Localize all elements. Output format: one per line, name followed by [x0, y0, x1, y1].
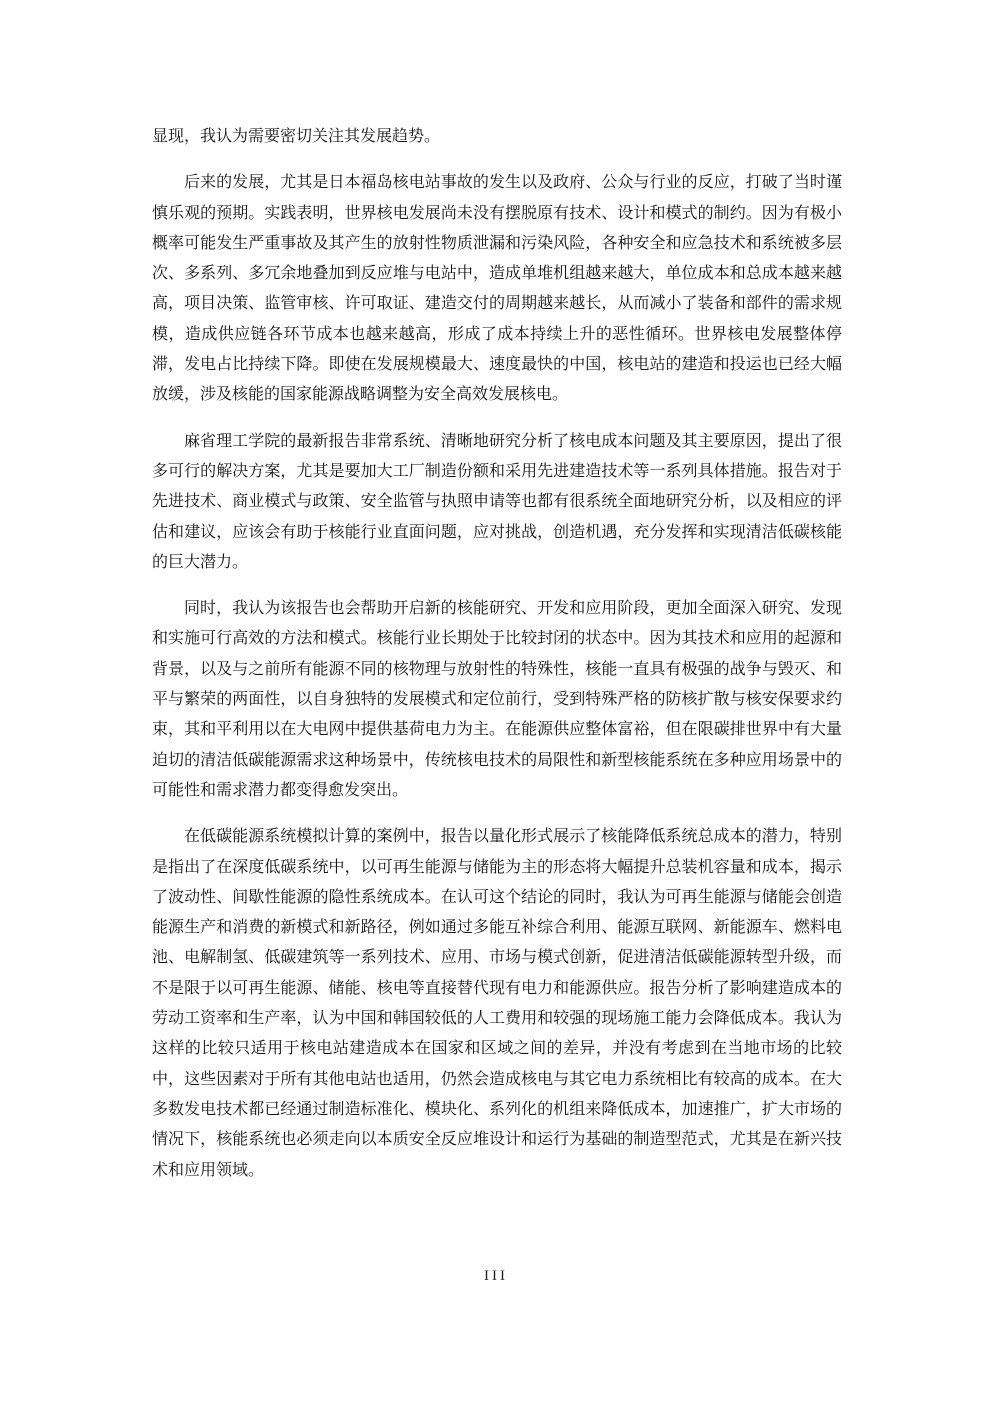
paragraph-mit-report: 麻省理工学院的最新报告非常系统、清晰地研究分析了核电成本问题及其主要原因，提出了很多可行的解决方案，尤其是要加大工厂制造份额和采用先进建造技术等一系列具体措施。报告对于先进技术、商业模式与政策、安全监管与执照申请等也都有很系统全面地研究分析，以及相应的评估和建议，应该会有助于核能行业直面问题，应对挑战，创造机遇，充分发挥和实现清洁低碳核能的巨大潜力。	[152, 430, 842, 571]
paragraph-fukushima-impact: 后来的发展，尤其是日本福岛核电站事故的发生以及政府、公众与行业的反应，打破了当时谨慎乐观的预期。实践表明，世界核电发展尚未没有摆脱原有技术、设计和模式的制约。因为有极小概率可能发生严重事故及其产生的放射性物质泄漏和污染风险，各种安全和应急技术和系统被多层次、多系列、多冗余地叠加到反应堆与电站中，造成单堆机组越来越大，单位成本和总成本越来越高，项目决策、监管审核、许可取证、建造交付的周期越来越长，从而减小了装备和部件的需求规模，造成供应链各环节成本也越来越高，形成了成本持续上升的恶性循环。世界核电发展整体停滞，发电占比持续下降。即使在发展规模最大、速度最快的中国，核电站的建造和投运也已经大幅放缓，涉及核能的国家能源战略调整为安全高效发展核电。	[152, 172, 842, 404]
paragraph-continued: 显现，我认为需要密切关注其发展趋势。	[152, 126, 441, 145]
document-body	[152, 121, 842, 1201]
paragraph-low-carbon-modeling: 在低碳能源系统模拟计算的案例中，报告以量化形式展示了核能降低系统总成本的潜力，特别是指出了在深度低碳系统中，以可再生能源与储能为主的形态将大幅提升总装机容量和成本，揭示了波动性、间歇性能源的隐性系统成本。在认可这个结论的同时，我认为可再生能源与储能会创造能源生产和消费的新模式和新路径，例如通过多能互补综合利用、能源互联网、新能源车、燃料电池、电解制氢、低碳建筑等一系列技术、应用、市场与模式创新，促进清洁低碳能源转型升级，而不是限于以可再生能源、储能、核电等直接替代现有电力和能源供应。报告分析了影响建造成本的劳动工资率和生产率，认为中国和韩国较低的人工费用和较强的现场施工能力会降低成本。我认为这样的比较只适用于核电站建造成本在国家和区域之间的差异，并没有考虑到在当地市场的比较中，这些因素对于所有其他电站也适用，仍然会造成核电与其它电力系统相比有较高的成本。在大多数发电技术都已经通过制造标准化、模块化、系列化的机组来降低成本，加速推广，扩大市场的情况下，核能系统也必须走向以本质安全反应堆设计和运行为基础的制造型范式，尤其是在新兴技术和应用领域。	[152, 826, 842, 1179]
paragraph-new-research-stage: 同时，我认为该报告也会帮助开启新的核能研究、开发和应用阶段，更加全面深入研究、发现和实施可行高效的方法和模式。核能行业长期处于比较封闭的状态中。因为其技术和应用的起源和背景，以及与之前所有能源不同的核物理与放射性的特殊性，核能一直具有极强的战争与毁灭、和平与繁荣的两面性，以自身独特的发展模式和定位前行，受到特殊严格的防核扩散与核安保要求约束，其和平利用以在大电网中提供基荷电力为主。在能源供应整体富裕，但在限碳排世界中有大量迫切的清洁低碳能源需求这种场景中，传统核电技术的局限性和新型核能系统在多种应用场景中的可能性和需求潜力都变得愈发突出。	[152, 598, 842, 799]
page-number: III	[484, 1268, 508, 1284]
